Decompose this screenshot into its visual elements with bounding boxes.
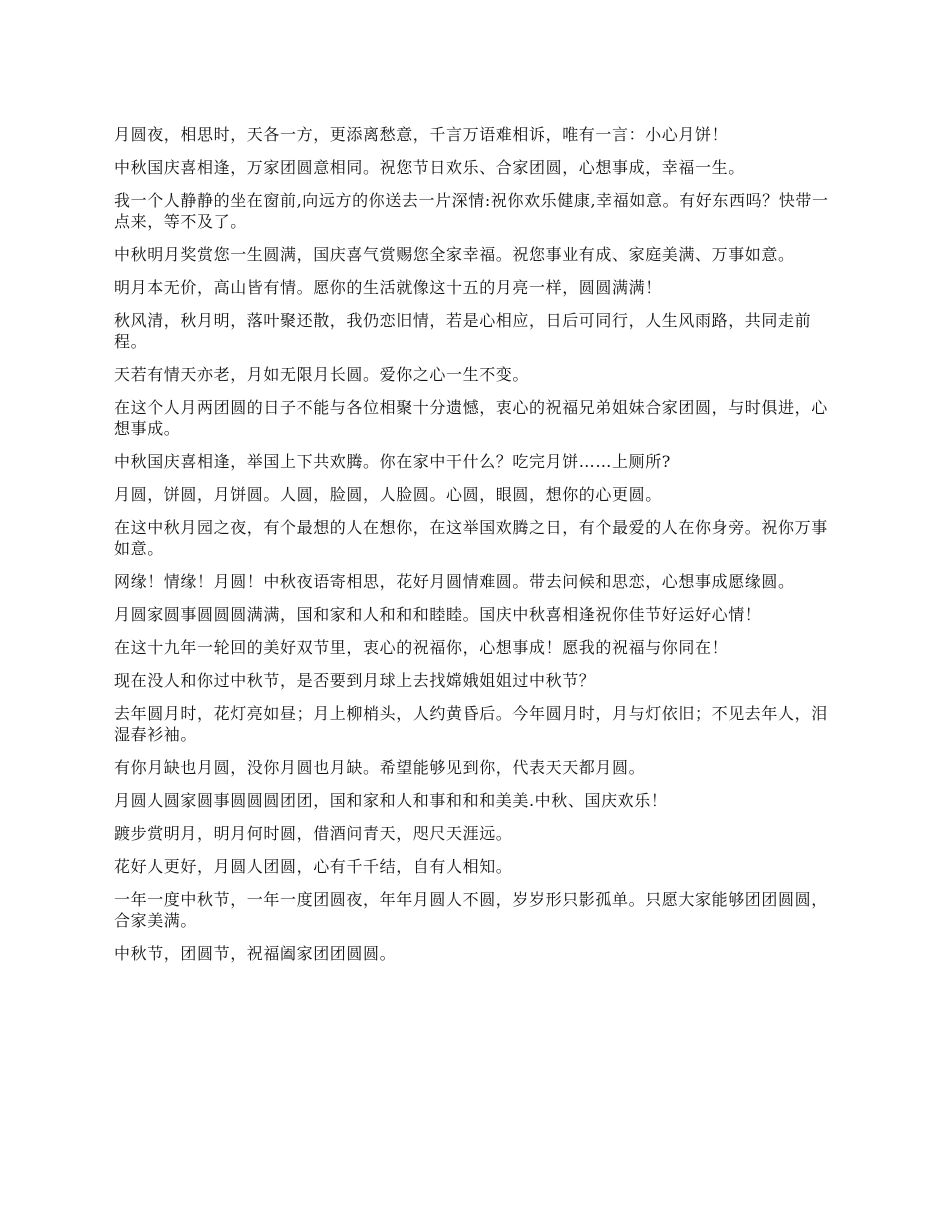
paragraph-1: 月圆夜，相思时，天各一方，更添离愁意，千言万语难相诉，唯有一言：小心月饼！: [114, 125, 729, 144]
paragraph-16: 去年圆月时，花灯亮如昼；月上柳梢头，人约黄昏后。今年圆月时，月与灯依旧；不见去年人，泪湿春衫袖。: [114, 704, 828, 744]
paragraph-19: 踱步赏明月，明月何时圆，借酒问青天，咫尺天涯远。: [114, 824, 513, 843]
paragraph-9: 中秋国庆喜相逢，举国上下共欢腾。你在家中干什么？吃完月饼……上厕所?: [114, 452, 671, 471]
paragraph-17: 有你月缺也月圆，没你月圆也月缺。希望能够见到你，代表天天都月圆。: [114, 758, 646, 777]
paragraph-2: 中秋国庆喜相逢，万家团圆意相同。祝您节日欢乐、合家团圆，心想事成，幸福一生。: [114, 158, 745, 177]
paragraph-14: 在这十九年一轮回的美好双节里，衷心的祝福你，心想事成！愿我的祝福与你同在！: [114, 638, 729, 657]
paragraph-15: 现在没人和你过中秋节，是否要到月球上去找嫦娥姐姐过中秋节？: [114, 671, 596, 690]
paragraph-20: 花好人更好，月圆人团圆，心有千千结，自有人相知。: [114, 857, 513, 876]
paragraph-10: 月圆，饼圆，月饼圆。人圆，脸圆，人脸圆。心圆，眼圆，想你的心更圆。: [114, 485, 662, 504]
paragraph-8: 在这个人月两团圆的日子不能与各位相聚十分遗憾，衷心的祝福兄弟姐妹合家团圆，与时俱进，心想事成。: [114, 398, 828, 438]
paragraph-12: 网缘！情缘！月圆！中秋夜语寄相思，花好月圆情难圆。带去问候和思恋，心想事成愿缘圆。: [114, 572, 795, 591]
paragraph-4: 中秋明月奖赏您一生圆满，国庆喜气赏赐您全家幸福。祝您事业有成、家庭美满、万事如意。: [114, 245, 795, 264]
paragraph-6: 秋风清，秋月明，落叶聚还散，我仍恋旧情，若是心相应，日后可同行，人生风雨路，共同走前程。: [114, 311, 812, 351]
paragraph-18: 月圆人圆家圆事圆圆圆团团，国和家和人和事和和和美美.中秋、国庆欢乐！: [114, 791, 668, 810]
paragraph-7: 天若有情天亦老，月如无限月长圆。爱你之心一生不变。: [114, 365, 530, 384]
paragraph-21: 一年一度中秋节，一年一度团圆夜，年年月圆人不圆，岁岁形只影孤单。只愿大家能够团团圆圆，合家美满。: [114, 890, 828, 930]
paragraph-22: 中秋节，团圆节，祝福阖家团团圆圆。: [114, 944, 397, 963]
paragraph-5: 明月本无价，高山皆有情。愿你的生活就像这十五的月亮一样，圆圆满满！: [114, 278, 662, 297]
paragraph-13: 月圆家圆事圆圆圆满满，国和家和人和和和睦睦。国庆中秋喜相逢祝你佳节好运好心情！: [114, 605, 762, 624]
paragraph-3: 我一个人静静的坐在窗前,向远方的你送去一片深情:祝你欢乐健康,幸福如意。有好东西吗？快带一点来，等不及了。: [114, 191, 829, 231]
paragraph-11: 在这中秋月园之夜，有个最想的人在想你，在这举国欢腾之日，有个最爱的人在你身旁。祝你万事如意。: [114, 518, 828, 558]
document-body: [114, 124, 838, 976]
